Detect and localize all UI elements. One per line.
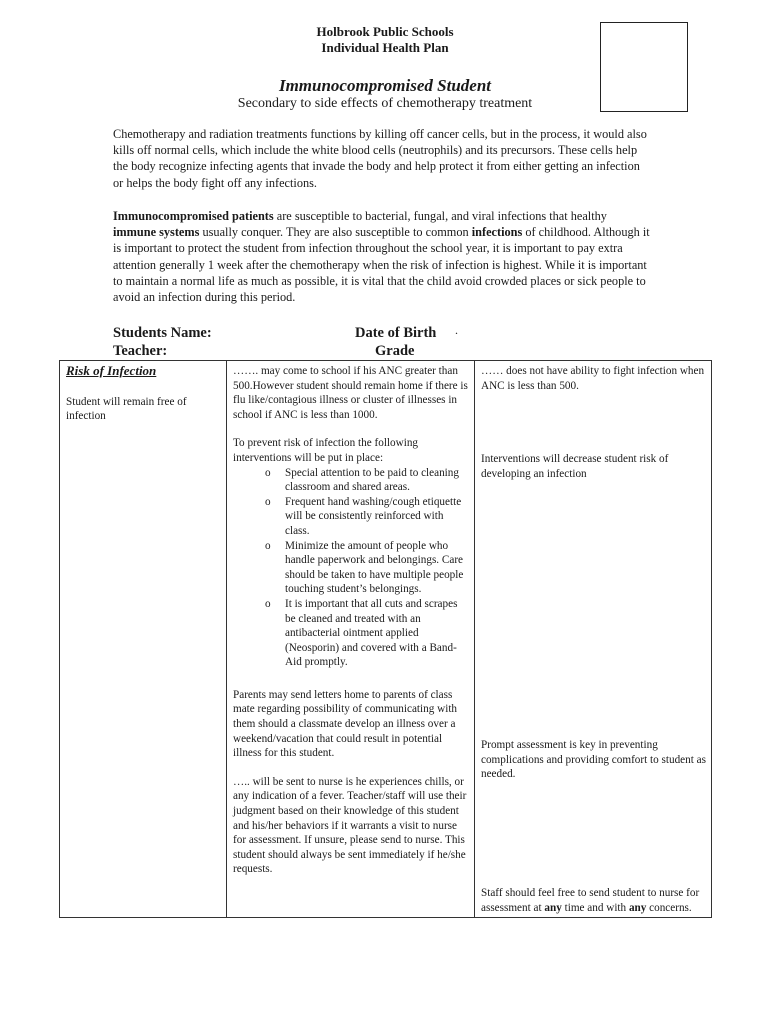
table-row xyxy=(60,361,712,918)
page-subtitle: Secondary to side effects of chemotherapy treatment xyxy=(237,96,533,111)
anc-criteria: ……. may come to school if his ANC greater than 500.However student should remain home if there is flu like/contagious illness or cluster of illnesses in school if ANC is less than 1000. xyxy=(233,365,468,421)
school-name: Holbrook Public Schools xyxy=(316,24,454,39)
health-plan-table xyxy=(59,360,712,918)
page-title: Immunocompromised Student xyxy=(278,76,492,95)
text-run: time and with xyxy=(561,901,629,914)
plan-name: Individual Health Plan xyxy=(321,40,449,55)
rationale-anc: …… does not have ability to fight infection when ANC is less than 500. xyxy=(481,365,705,392)
bold-term: any xyxy=(544,901,562,914)
risk-cell xyxy=(60,361,227,918)
interventions-intro: To prevent risk of infection the following interventions will be put in place: xyxy=(233,437,419,464)
intervention-text: It is important that all cuts and scrapes be cleaned and treated with an antibacterial ointment applied (Neosporin) and covered with a Band-Aid promptly. xyxy=(285,597,458,669)
intervention-item xyxy=(267,597,469,670)
grade-label: Grade xyxy=(375,343,415,359)
risk-heading: Risk of Infection xyxy=(66,363,157,378)
bullet-icon: o xyxy=(265,495,271,508)
goal-text: Student will remain free of infection xyxy=(66,395,187,423)
text-run: of childhood. Although it is important to protect the student from infection throughout the school year, it is important to pay extra attention generally 1 week after the chemotherapy when the risk of infection is highest. While it is important to maintain a normal life as much as possible, it is vital that the child avoid crowded places or sick people to avoid an infection during this period. xyxy=(113,225,650,305)
intervention-item xyxy=(267,466,469,495)
text-run: are susceptible to bacterial, fungal, and viral infections that healthy xyxy=(273,209,607,223)
bullet-icon: o xyxy=(265,466,271,479)
students-name-label: Students Name: xyxy=(113,325,212,341)
intervention-text: Minimize the amount of people who handle paperwork and belongings. Care should be taken to have multiple people touching student’s belongings. xyxy=(285,539,464,596)
intervention-text: Frequent hand washing/cough etiquette will be consistently reinforced with class. xyxy=(285,495,462,537)
intro-paragraph-2 xyxy=(113,208,653,305)
date-of-birth-label: Date of Birth xyxy=(355,325,437,341)
bold-term: infections xyxy=(471,225,523,240)
interventions-list xyxy=(233,466,469,670)
bold-term: any xyxy=(628,901,647,914)
bullet-icon: o xyxy=(265,597,271,610)
teacher-label: Teacher: xyxy=(113,343,168,359)
bold-term: immune systems xyxy=(113,225,200,240)
text-run: usually conquer. They are also susceptible to common xyxy=(199,225,472,240)
parent-letters: Parents may send letters home to parents of class mate regarding possibility of communicating with them should a classmate develop an illness over a weekend/vacation that could result in potential illness for this student. xyxy=(233,688,458,760)
intro-paragraph-1: Chemotherapy and radiation treatments functions by killing off cancer cells, but in the process, it would also kills off normal cells, which include the white blood cells (neutrophils) and its precursors. These cells help the body recognize infecting agents that invade the body and help protect it from either getting an infection or helps the body fight off any infections. xyxy=(113,127,647,190)
interventions-cell xyxy=(227,361,475,918)
document-header xyxy=(0,24,770,56)
rationale-interventions: Interventions will decrease student risk of developing an infection xyxy=(481,453,669,480)
intervention-item xyxy=(267,495,469,539)
text-run: concerns. xyxy=(646,901,692,914)
intervention-text: Special attention to be paid to cleaning classroom and shared areas. xyxy=(285,466,459,494)
bullet-icon: o xyxy=(265,539,271,552)
intervention-item xyxy=(267,539,469,597)
nurse-referral: ….. will be sent to nurse is he experiences chills, or any indication of a fever. Teacher/staff will use their judgment based on their knowledge of this student and his/her behaviors if it warrants a visit to nurse for assessment. If unsure, please send to nurse. This student should always be sent immediately if he/she requests. xyxy=(233,775,467,876)
bold-term: Immunocompromised patients xyxy=(113,209,274,223)
rationale-cell xyxy=(475,361,712,918)
rationale-assessment: Prompt assessment is key in preventing complications and providing comfort to student as needed. xyxy=(481,739,706,781)
text-run: Staff should feel free to send student to nurse for assessment at xyxy=(481,887,700,914)
rationale-staff xyxy=(481,886,706,915)
date-of-birth-dot: . xyxy=(455,323,458,337)
